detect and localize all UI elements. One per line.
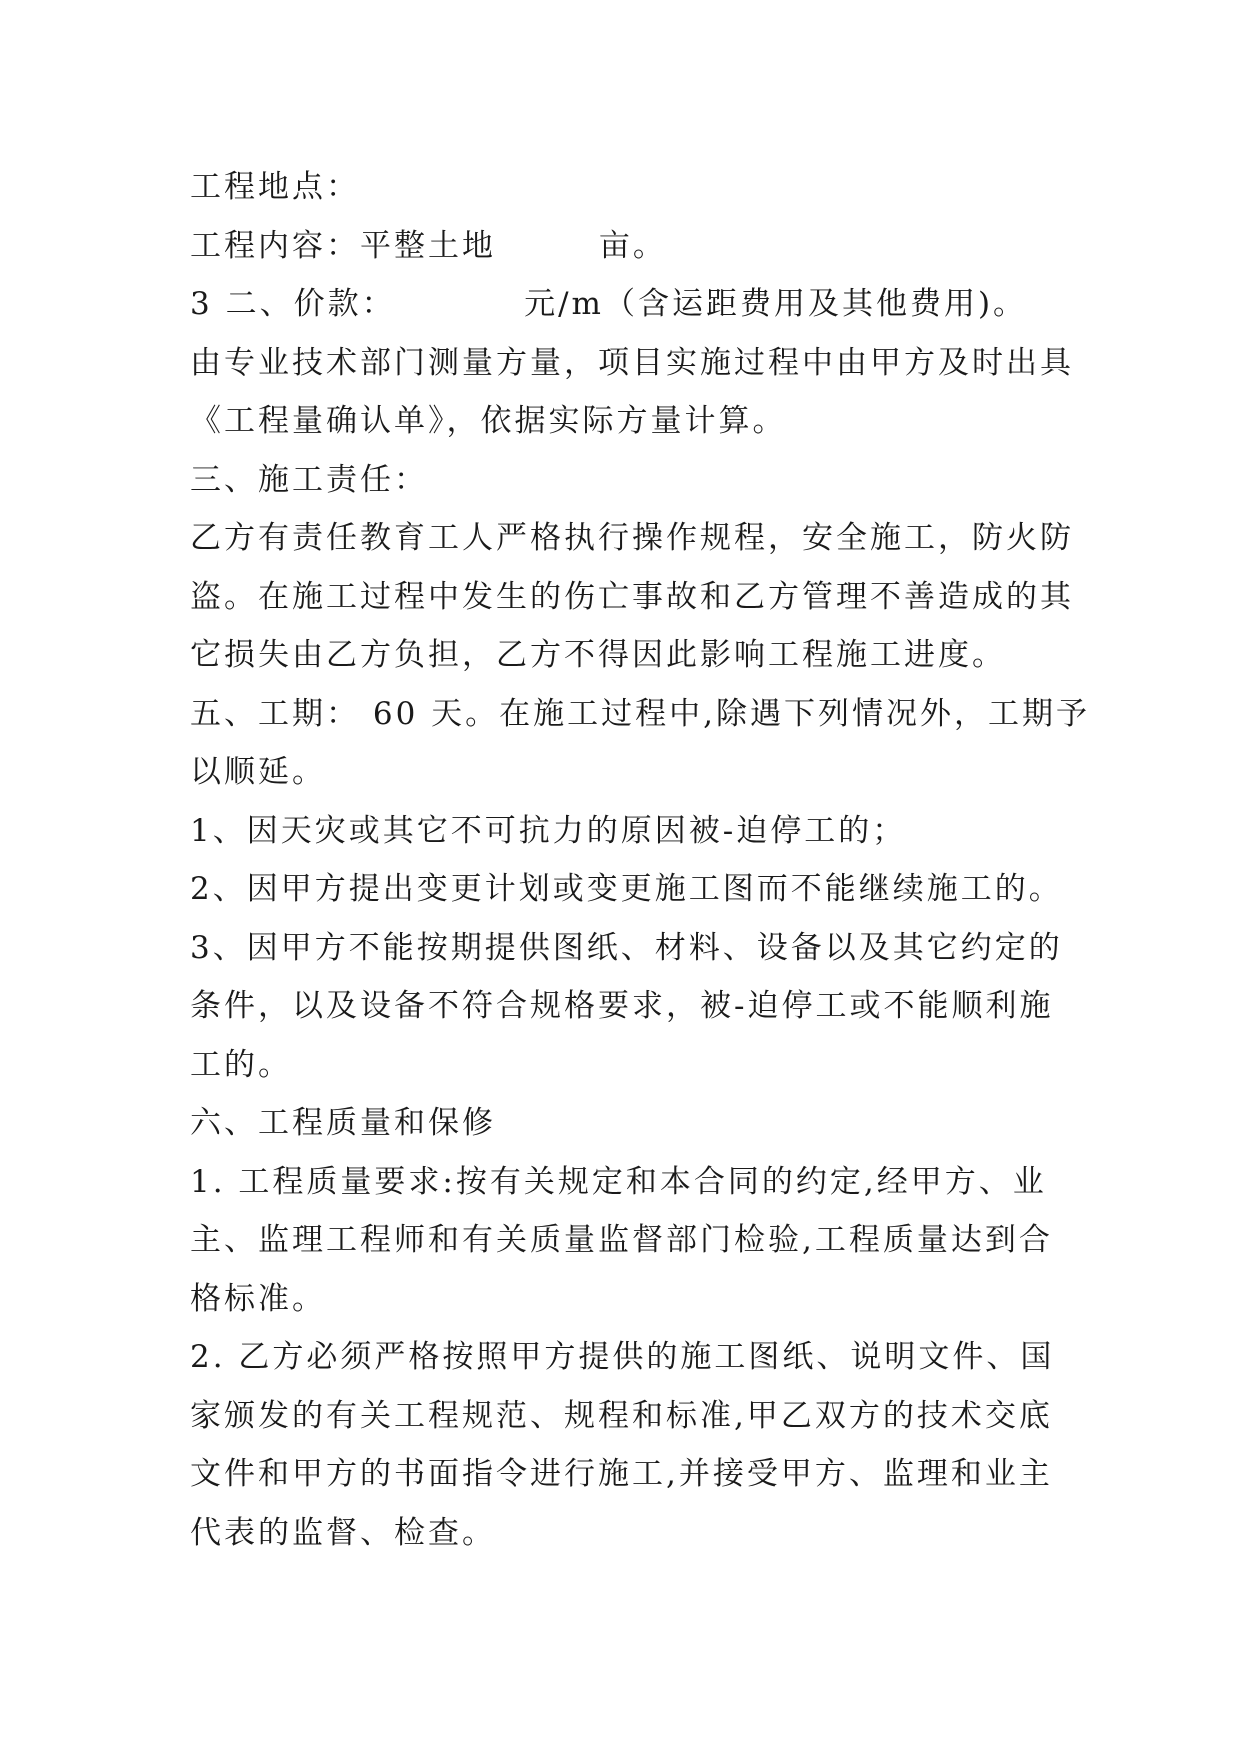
text-line: 五、工期： 60 天。在施工过程中,除遇下列情况外，工期予 xyxy=(190,695,1091,732)
text-line: 代表的监督、检查。 xyxy=(190,1514,496,1551)
text-line: 主、监理工程师和有关质量监督部门检验,工程质量达到合 xyxy=(190,1222,1053,1258)
text-line: 工的。 xyxy=(190,1046,292,1083)
text-line: 家颁发的有关工程规范、规程和标准,甲乙双方的技术交底 xyxy=(190,1397,1053,1434)
text-line: 工程内容：平整土地 亩。 xyxy=(190,227,667,264)
text-line: 工程地点： xyxy=(190,169,360,205)
text-line: 由专业技术部门测量方量，项目实施过程中由甲方及时出具 xyxy=(190,344,1074,381)
text-line: 格标准。 xyxy=(190,1280,326,1317)
text-line: 乙方有责任教育工人严格执行操作规程，安全施工，防火防 xyxy=(190,520,1074,556)
section-heading: 三、施工责任： xyxy=(190,461,428,498)
list-item: 1、因天灾或其它不可抗力的原因被-迫停工的； xyxy=(190,812,907,849)
text-line: 文件和甲方的书面指令进行施工,并接受甲方、监理和业主 xyxy=(190,1456,1053,1492)
list-item: 2. 乙方必须严格按照甲方提供的施工图纸、说明文件、国 xyxy=(190,1339,1055,1375)
text-line: 以顺延。 xyxy=(190,754,326,790)
list-item: 2、因甲方提出变更计划或变更施工图而不能继续施工的。 xyxy=(190,871,1063,907)
text-line: 条件，以及设备不符合规格要求，被-迫停工或不能顺利施 xyxy=(190,988,1054,1024)
text-line: 它损失由乙方负担，乙方不得因此影响工程施工进度。 xyxy=(190,637,1006,673)
text-line: 《工程量确认单》，依据实际方量计算。 xyxy=(190,403,787,439)
text-line: 盗。在施工过程中发生的伤亡事故和乙方管理不善造成的其 xyxy=(190,578,1074,615)
list-item: 1. 工程质量要求:按有关规定和本合同的约定,经甲方、业 xyxy=(190,1163,1047,1200)
text-line: 3 二、价款： 元/m（含运距费用及其他费用)。 xyxy=(190,286,1028,322)
list-item: 3、因甲方不能按期提供图纸、材料、设备以及其它约定的 xyxy=(190,929,1063,966)
document-body xyxy=(190,158,1091,1562)
section-heading: 六、工程质量和保修 xyxy=(190,1105,496,1141)
